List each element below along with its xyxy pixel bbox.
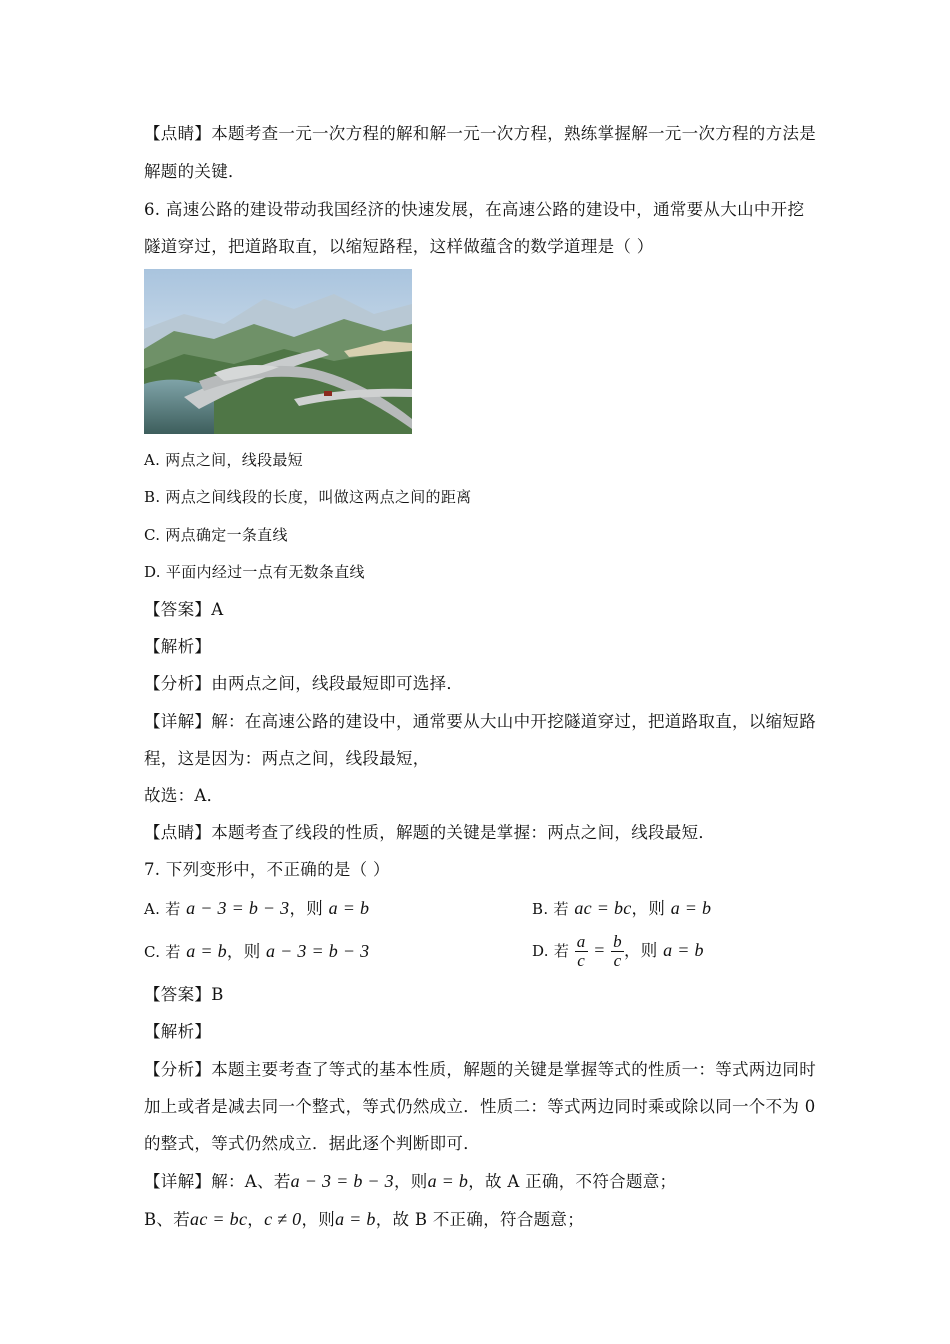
question-6-stem-cont: 隧道穿过，把道路取直，以缩短路程，这样做蕴含的数学道理是（ ） <box>144 237 654 256</box>
q7-fenxi-cont2: 的整式，等式仍然成立．据此逐个判断即可． <box>144 1134 480 1153</box>
q6-guxuan: 故选：A． <box>144 786 224 805</box>
q6-option-a: A. 两点之间，线段最短 <box>144 451 303 469</box>
q6-jiexi: 【解析】 <box>144 637 212 656</box>
fraction-a-over-c: $\frac{a}{c}$ <box>576 932 586 970</box>
q6-option-c: C. 两点确定一条直线 <box>144 526 288 544</box>
q7-fenxi: 【分析】本题主要考查了等式的基本性质，解题的关键是掌握等式的性质一：等式两边同时 <box>144 1060 816 1079</box>
q7-xiangjie-a: 【详解】解：A、若a − 3 = b − 3，则a = b，故 A 正确，不符合题意； <box>144 1171 677 1191</box>
q6-xiangjie-cont: 程，这是因为：两点之间，线段最短， <box>144 749 430 768</box>
question-7-stem: 7. 下列变形中，不正确的是（ ） <box>144 860 390 879</box>
dianjing-q5-cont: 解题的关键． <box>144 162 245 181</box>
q7-option-c: C. 若 a = b，则 a − 3 = b − 3 <box>144 941 370 961</box>
question-6-stem: 6. 高速公路的建设带动我国经济的快速发展，在高速公路的建设中，通常要从大山中开挖 <box>144 200 805 219</box>
q6-dianjing: 【点睛】本题考查了线段的性质，解题的关键是掌握：两点之间，线段最短． <box>144 823 716 842</box>
dianjing-q5: 【点睛】本题考查一元一次方程的解和解一元一次方程，熟练掌握解一元一次方程的方法是 <box>144 124 816 143</box>
q6-fenxi: 【分析】由两点之间，线段最短即可选择． <box>144 674 464 693</box>
fraction-b-over-c: $\frac{b}{c}$ <box>613 932 622 970</box>
q7-jiexi: 【解析】 <box>144 1022 212 1041</box>
highway-photo <box>144 269 412 434</box>
q7-fenxi-cont1: 加上或者是减去同一个整式，等式仍然成立．性质二：等式两边同时乘或除以同一个不为 0 <box>144 1097 816 1116</box>
q7-option-a: A. 若 a − 3 = b − 3，则 a = b <box>144 898 370 918</box>
q6-option-d: D. 平面内经过一点有无数条直线 <box>144 563 365 581</box>
q7-xiangjie-b: B、若ac = bc，c ≠ 0，则a = b，故 B 不正确，符合题意； <box>144 1209 585 1229</box>
q7-answer: 【答案】B <box>144 985 224 1004</box>
q7-option-b: B. 若 ac = bc，则 a = b <box>532 898 712 918</box>
q6-option-b: B. 两点之间线段的长度，叫做这两点之间的距离 <box>144 488 472 506</box>
q6-xiangjie: 【详解】解：在高速公路的建设中，通常要从大山中开挖隧道穿过，把道路取直，以缩短路 <box>144 712 816 731</box>
q7-option-d: D. 若 $\frac{a}{c}$ = $\frac{b}{c}$ ，则 a = b <box>532 932 704 970</box>
q6-answer: 【答案】A <box>144 600 224 619</box>
